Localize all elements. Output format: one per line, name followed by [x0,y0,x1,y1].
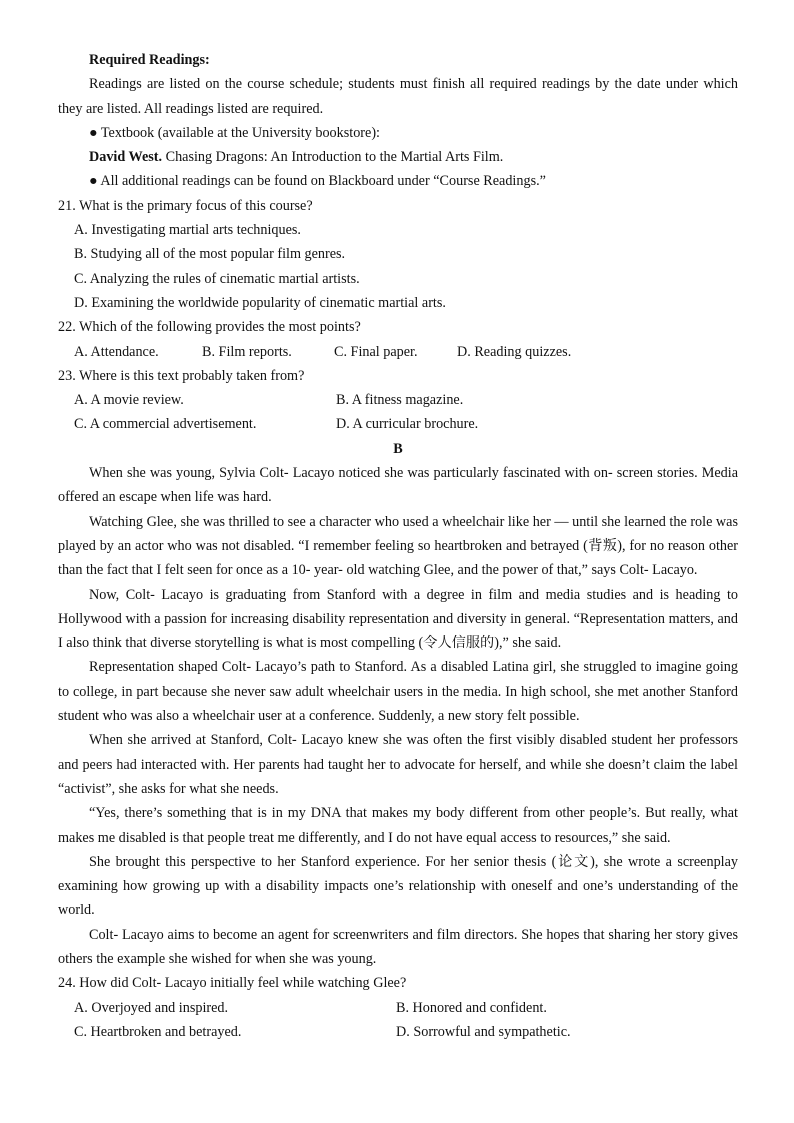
passage-paragraph-2: Watching Glee, she was thrilled to see a character who used a wheelchair like her — until she learned the role was played by an actor who was not disabled. “I remember feeling so heartbroken and betrayed (背叛), for no reason other than the fact that I felt seen for once as a 10- year- old watching Glee, and the power of that,” says Colt- Lacayo. [58,513,738,579]
required-readings-heading: Required Readings: [89,52,210,68]
section-b-heading: B [393,440,403,457]
passage-paragraph-8: Colt- Lacayo aims to become an agent for screenwriters and film directors. She hopes that sharing her story gives others the example she wished for when she was young. [58,926,738,967]
q23-question: 23. Where is this text probably taken from? [58,367,305,384]
passage-paragraph-7: She brought this perspective to her Stanford experience. For her senior thesis (论文), she wrote a screenplay examining how growing up with a disability impacts one’s relationship with oneself and one’s understanding of the world. [58,853,738,919]
q24-option-c: C. Heartbroken and betrayed. [74,1023,242,1040]
q21-option-a: A. Investigating martial arts techniques. [74,222,301,239]
passage-paragraph-1: When she was young, Sylvia Colt- Lacayo noticed she was particularly fascinated with on- screen stories. Media offered an escape when life was hard. [58,465,738,506]
q23-option-a: A. A movie review. [74,392,184,409]
textbook-entry [58,145,738,169]
book-author: David West. [89,149,163,166]
q24-option-b: B. Honored and confident. [396,999,547,1016]
q23-option-b: B. A fitness magazine. [336,392,464,409]
required-intro-line1: Readings are listed on the course schedule; students must finish all required readings by the date under which [89,76,738,93]
book-title: Chasing Dragons: An Introduction to the Martial Arts Film. [162,149,504,166]
q22-option-b: B. Film reports. [202,343,292,360]
q22-option-a: A. Attendance. [74,343,159,360]
q21-option-c: C. Analyzing the rules of cinematic martial artists. [74,270,360,287]
q23-options-row2 [58,412,738,436]
q21-question: 21. What is the primary focus of this course? [58,197,313,214]
q24-options-row2 [58,1020,738,1044]
exam-page [58,48,738,1044]
q22-option-d: D. Reading quizzes. [457,343,572,360]
passage-paragraph-6: “Yes, there’s something that is in my DNA that makes my body different from other people’s. But really, what makes me disabled is that people treat me differently, and I do not have equal access to resources,” she said. [58,805,738,846]
passage-paragraph-5: When she arrived at Stanford, Colt- Lacayo knew she was often the first visibly disabled student her professors and peers had interacted with. Her parents had taught her to advocate for herself, and while she doesn’t claim the label “activist”, she asks for what she needs. [58,732,738,797]
additional-readings-bullet: ● All additional readings can be found on Blackboard under “Course Readings.” [89,173,546,190]
q23-option-d: D. A curricular brochure. [336,416,479,433]
q22-option-c: C. Final paper. [334,343,418,360]
q21-option-b: B. Studying all of the most popular film genres. [74,246,346,263]
q21-option-d: D. Examining the worldwide popularity of cinematic martial arts. [74,294,446,311]
q24-question: 24. How did Colt- Lacayo initially feel while watching Glee? [58,975,407,992]
textbook-bullet: ● Textbook (available at the University bookstore): [89,124,380,141]
passage-paragraph-4: Representation shaped Colt- Lacayo’s path to Stanford. As a disabled Latina girl, she struggled to imagine going to college, in part because she never saw adult wheelchair users in the media. In high school, she met another Stanford student who was also a wheelchair user at a conference. Suddenly, a new story felt possible. [58,659,738,725]
q24-option-d: D. Sorrowful and sympathetic. [396,1023,571,1040]
q24-options-row1 [58,996,738,1020]
q24-option-a: A. Overjoyed and inspired. [74,999,229,1016]
passage-paragraph-3: Now, Colt- Lacayo is graduating from Stanford with a degree in film and media studies and is heading to Hollywood with a passion for increasing disability representation and diversity in general. “Representation matters, and I also think that diverse storytelling is what is most compelling (令人信服的),” she said. [58,586,738,652]
required-intro-line2: they are listed. All readings listed are required. [58,100,324,117]
q22-options [58,340,738,364]
q23-options-row1 [58,388,738,412]
q22-question: 22. Which of the following provides the most points? [58,319,361,336]
q23-option-c: C. A commercial advertisement. [74,416,257,433]
